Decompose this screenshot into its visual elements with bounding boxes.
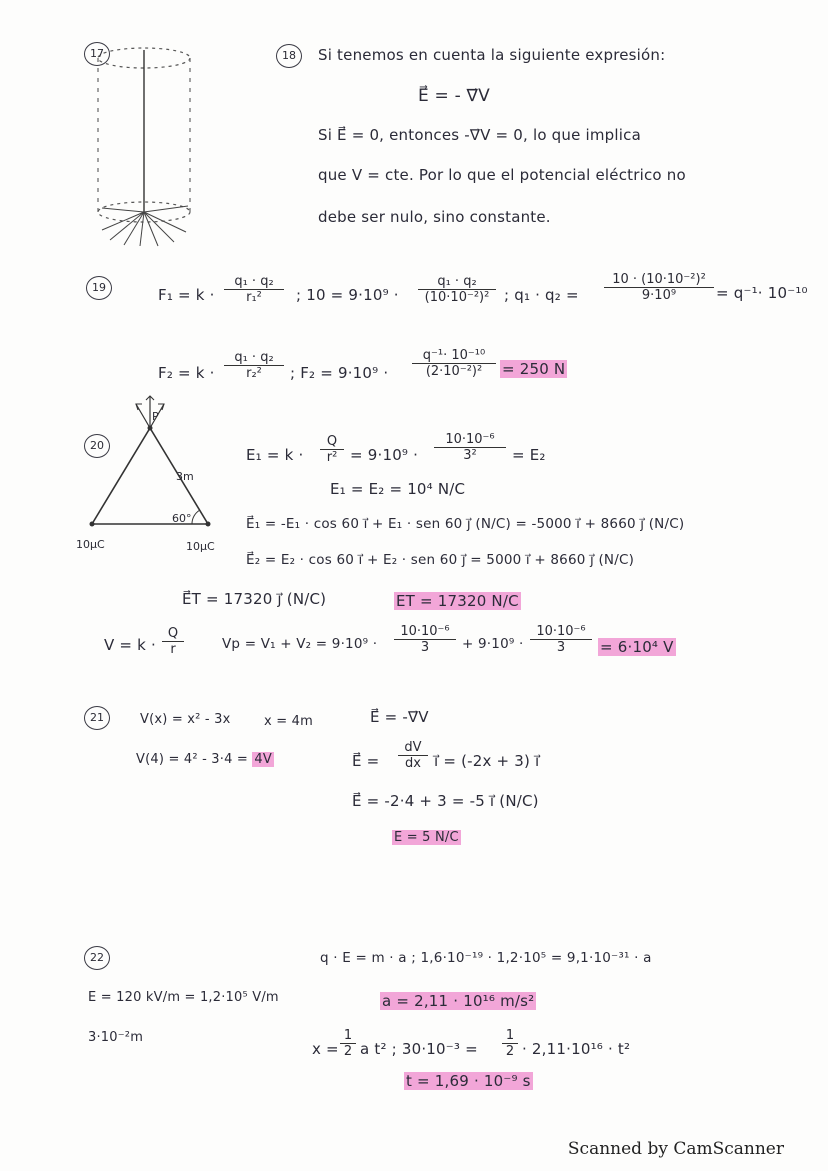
p19-f2-denominator: r₂²	[246, 366, 262, 381]
p20-e1-denominator2: 3²	[463, 448, 477, 463]
p20-vp-fraction2	[530, 624, 592, 655]
p19-f2-numerator: q₁ · q₂	[224, 350, 284, 366]
p20-e1-numerator2: 10·10⁻⁶	[434, 432, 506, 448]
p19-f1-fraction3	[604, 272, 714, 303]
p20-vp-fraction	[394, 624, 456, 655]
p22-eq3-mid: a t² ; 30·10⁻³ =	[360, 1040, 478, 1058]
p19-f1-result: = q⁻¹· 10⁻¹⁰	[716, 284, 808, 302]
p19-f1-numerator3: 10 · (10·10⁻²)²	[604, 272, 714, 288]
p22-eq3-denominator2: 2	[505, 1044, 515, 1059]
p21-function: V(x) = x² - 3x	[140, 712, 231, 727]
p22-acceleration	[380, 992, 536, 1010]
p20-charge1-label: 10μC	[76, 538, 105, 551]
p22-given-distance: 3·10⁻²m	[88, 1030, 144, 1045]
p20-vp-lhs: Vp = V₁ + V₂ = 9·10⁹ ·	[222, 636, 378, 652]
problem-17-cylinder-sketch	[82, 40, 202, 250]
p19-f1-mid: ; 10 = 9·10⁹ ·	[296, 286, 399, 304]
p19-f2-fraction	[224, 350, 284, 381]
p18-text-line4: que V = cte. Por lo que el potencial eléctrico no	[318, 166, 686, 184]
problem-19-number: 19	[86, 276, 112, 300]
p20-e1-denominator: r²	[326, 450, 338, 465]
p19-f2-mid: ; F₂ = 9·10⁹ ·	[290, 364, 389, 382]
p18-text-line3: Si E⃗ = 0, entonces -∇⃗V = 0, lo que implica	[318, 126, 641, 144]
p22-time-highlight: t = 1,69 · 10⁻⁹ s	[406, 1072, 531, 1090]
p22-eq3-denominator: 2	[343, 1044, 353, 1059]
p19-f1-denominator2: (10·10⁻²)²	[424, 290, 490, 305]
p21-v4-result-highlight: 4V	[254, 752, 272, 767]
p19-f2-denominator2: (2·10⁻²)²	[425, 364, 483, 379]
p19-f2-result	[500, 360, 567, 378]
p20-et-magnitude	[394, 592, 521, 610]
p21-e2-denominator: dx	[405, 756, 421, 771]
p19-f2-fraction2	[412, 348, 496, 379]
p18-text-line5: debe ser nulo, sino constante.	[318, 208, 551, 226]
p20-vp-result	[598, 638, 676, 656]
p21-e2-numerator: dV	[398, 740, 428, 756]
p20-side-label: 3m	[176, 470, 194, 483]
p20-vp-denominator: 3	[420, 640, 430, 655]
p20-e1-vector: E⃗₁ = -E₁ · cos 60 i⃗ + E₁ · sen 60 j⃗ (N/C) = -5000 i⃗ + 8660 j⃗ (N/C)	[246, 516, 685, 532]
p19-f1-denominator: r₁²	[246, 290, 262, 305]
p20-vp-plus: + 9·10⁹ ·	[462, 636, 524, 652]
p20-v-fraction	[162, 626, 184, 657]
scanner-watermark: Scanned by CamScanner	[567, 1139, 784, 1159]
p19-f1-fraction2	[418, 274, 496, 305]
p20-charge2-label: 10μC	[186, 540, 215, 553]
p22-eq3-fraction	[340, 1028, 356, 1059]
p22-acceleration-highlight: a = 2,11 · 10¹⁶ m/s²	[382, 992, 535, 1010]
p21-v4-text: V(4) = 4² - 3·4 =	[136, 752, 249, 767]
p20-angle-label: 60°	[172, 512, 192, 525]
p21-v4	[136, 752, 274, 767]
p18-text-line1: Si tenemos en cuenta la siguiente expresión:	[318, 46, 666, 64]
p22-eq3-lhs: x =	[312, 1040, 339, 1058]
p20-e1-lhs: E₁ = k ·	[246, 446, 304, 464]
problem-18-number: 18	[276, 44, 302, 68]
p20-e2-vector: E⃗₂ = E₂ · cos 60 i⃗ + E₂ · sen 60 j⃗ = 5000 i⃗ + 8660 j⃗ (N/C)	[246, 552, 635, 568]
problem-17-number: 17	[84, 42, 110, 66]
p22-eq3-rhs: · 2,11·10¹⁶ · t²	[522, 1040, 631, 1058]
p19-f1-fraction	[224, 274, 284, 305]
problem-22-number: 22	[84, 946, 110, 970]
p19-f1-numerator: q₁ · q₂	[224, 274, 284, 290]
p20-point-p-label: P	[152, 410, 159, 423]
p19-f2-numerator2: q⁻¹· 10⁻¹⁰	[412, 348, 496, 364]
p21-e2-fraction	[398, 740, 428, 771]
p19-f2-result-highlight: = 250 N	[502, 360, 566, 378]
p19-f1-numerator2: q₁ · q₂	[418, 274, 496, 290]
p20-e1-line2: E₁ = E₂ = 10⁴ N/C	[330, 480, 466, 498]
p20-e1-numerator: Q	[320, 434, 344, 450]
p22-eq1: q · E = m · a ; 1,6·10⁻¹⁹ · 1,2·10⁵ = 9,1·10⁻³¹ · a	[320, 950, 652, 966]
p21-e3: E⃗ = -2·4 + 3 = -5 i⃗ (N/C)	[352, 792, 539, 810]
p21-e-gradient: E⃗ = -∇⃗V	[370, 708, 429, 726]
p20-e1-fraction	[320, 434, 344, 465]
p20-v-numerator: Q	[162, 626, 184, 642]
p22-eq3-fraction2	[502, 1028, 518, 1059]
p20-vp-numerator2: 10·10⁻⁶	[530, 624, 592, 640]
problem-21-number: 21	[84, 706, 110, 730]
p20-triangle-diagram	[84, 392, 254, 552]
p20-v-denominator: r	[170, 642, 176, 657]
p21-e4-highlight: E = 5 N/C	[394, 830, 459, 845]
p19-f1-mid2: ; q₁ · q₂ =	[504, 286, 579, 304]
problem-20-number: 20	[84, 434, 110, 458]
p21-e2-lhs: E⃗ =	[352, 752, 380, 770]
p21-e4	[392, 830, 461, 845]
p20-et-vector: E⃗T = 17320 j⃗ (N/C)	[182, 590, 327, 608]
p19-f2-lhs: F₂ = k ·	[158, 364, 215, 382]
p20-e1-mid: = 9·10⁹ ·	[350, 446, 419, 464]
p20-et-magnitude-highlight: ET = 17320 N/C	[396, 592, 519, 610]
p22-eq3-numerator2: 1	[502, 1028, 518, 1044]
p20-vp-result-highlight: = 6·10⁴ V	[600, 638, 674, 656]
p18-gradient-equation: E⃗ = - ∇⃗V	[418, 86, 490, 106]
p22-given-field: E = 120 kV/m = 1,2·10⁵ V/m	[88, 990, 279, 1005]
p22-eq3-numerator: 1	[340, 1028, 356, 1044]
p22-time	[404, 1072, 533, 1090]
p20-e1-result: = E₂	[512, 446, 546, 464]
p20-vp-denominator2: 3	[556, 640, 566, 655]
p20-v-lhs: V = k ·	[104, 636, 156, 654]
p19-f1-lhs: F₁ = k ·	[158, 286, 215, 304]
p20-vp-numerator: 10·10⁻⁶	[394, 624, 456, 640]
p21-x-value: x = 4m	[264, 714, 313, 729]
p19-f1-denominator3: 9·10⁹	[641, 288, 677, 303]
p21-e2-rhs: i⃗ = (-2x + 3) i⃗	[434, 752, 540, 770]
p20-e1-fraction2	[434, 432, 506, 463]
